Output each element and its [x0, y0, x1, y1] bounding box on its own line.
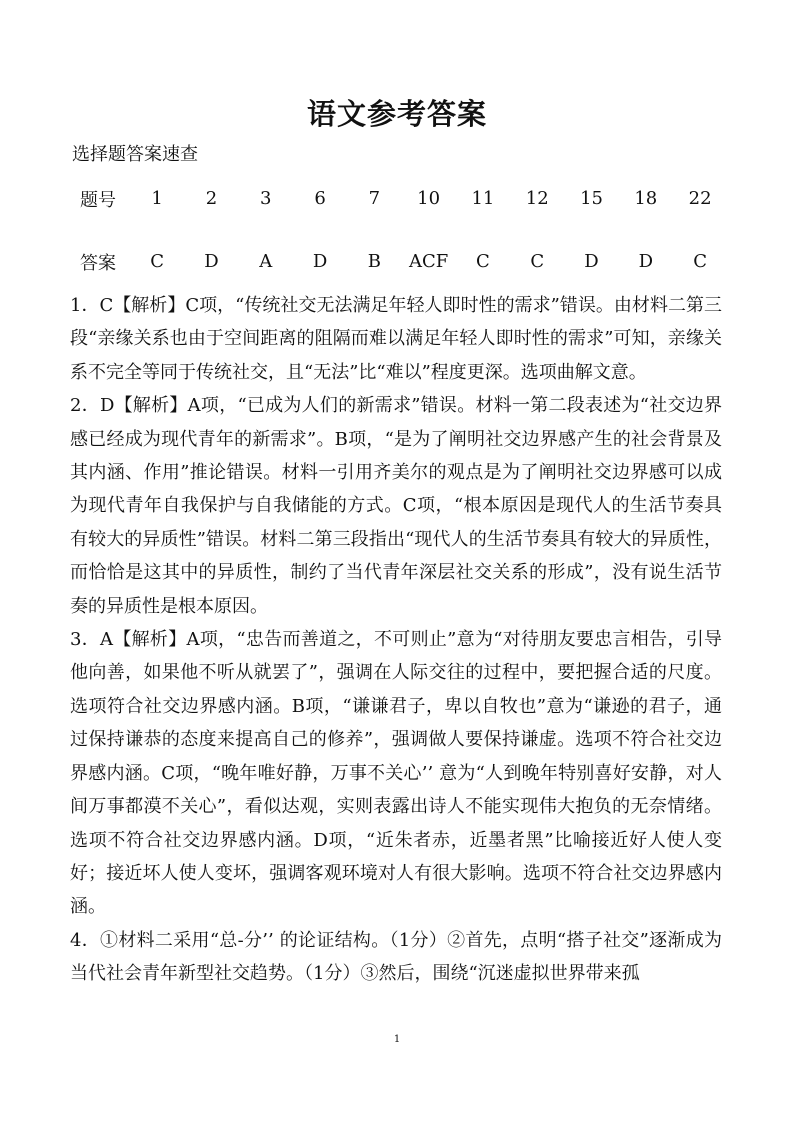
quick-check-label: 选择题答案速查	[72, 144, 198, 165]
answer-choice: D	[584, 251, 599, 272]
answer-choice: C	[150, 251, 165, 272]
answer-quick-check-table	[66, 183, 727, 277]
answer-choice: D	[312, 251, 328, 272]
answer-explanations	[70, 289, 722, 991]
explanation-q2: 2．D【解析】A项，“已成为人们的新需求”错误。材料一第二段表述为“社交边界感已经成为现代青年的新需求”。B项，“是为了阐明社交边界感产生的社会背景及其内涵、作用”推论错误。材料一引用齐美尔的观点是为了阐明社交边界感可以成为现代青年自我保护与自我储能的方式。C项，“根本原因是现代人的生活节奏具有较大的异质性”错误。材料二第三段指出“现代人的生活节奏具有较大的异质性，而恰恰是这其中的异质性，制约了当代青年深层社交关系的形成”，没有说生活节奏的异质性是根本原因。	[70, 395, 722, 617]
question-number: 2	[205, 188, 218, 209]
question-number: 11	[471, 188, 495, 209]
question-number: 3	[260, 188, 272, 209]
answer-row	[66, 246, 727, 277]
question-number: 6	[314, 188, 326, 209]
explanation-q3: 3．A【解析】A项，“忠告而善道之，不可则止”意为“对待朋友要忠言相告，引导他向善，如果他不听从就罢了”，强调在人际交往的过程中，要把握合适的尺度。选项符合社交边界感内涵。B项，“谦谦君子，卑以自牧也”意为“谦逊的君子，通过保持谦恭的态度来提高自己的修养”，强调做人要保持谦虚。选项不符合社交边界感内涵。C项，“晚年唯好静，万事不关心’’ 意为“人到晚年特别喜好安静，对人间万事都漠不关心”，看似达观，实则表露出诗人不能实现伟大抱负的无奈情绪。选项不符合社交边界感内涵。D项，“近朱者赤，近墨者黑”比喻接近好人使人变好；接近坏人使人变坏，强调客观环境对人有很大影响。选项不符合社交边界感内涵。	[70, 629, 722, 918]
answer-choice: C	[476, 251, 490, 272]
page-number: 1	[393, 1034, 401, 1045]
answer-choice: B	[367, 251, 381, 272]
question-number: 12	[525, 188, 549, 209]
explanation-q1: 1．C【解析】C项，“传统社交无法满足年轻人即时性的需求”错误。由材料二第三段“亲缘关系也由于空间距离的阻隔而难以满足年轻人即时性的需求”可知，亲缘关系不完全等同于传统社交，且“无法”比“难以”程度更深。选项曲解文意。	[70, 295, 722, 383]
answer-choice: ACF	[409, 251, 449, 272]
explanation-q4: 4．①材料二采用“总-分’’ 的论证结构。（1分）②首先，点明“搭子社交”逐渐成为当代社会青年新型社交趋势。（1分）③然后，围绕“沉迷虚拟世界带来孤	[70, 929, 722, 985]
answer-choice: C	[693, 251, 707, 272]
question-number: 10	[417, 188, 441, 209]
question-number: 18	[634, 188, 658, 209]
question-number: 15	[580, 188, 603, 209]
table-row-spacer	[66, 214, 727, 246]
question-number: 1	[151, 188, 163, 209]
answer-choice: C	[530, 251, 545, 272]
page-title: 语文参考答案	[306, 97, 487, 131]
question-number: 22	[688, 188, 712, 209]
answer-choice: D	[638, 251, 654, 272]
question-number-row	[66, 183, 727, 214]
answer-choice: A	[259, 251, 273, 272]
question-number: 7	[368, 188, 381, 209]
question-number-row-label: 题号	[80, 189, 116, 211]
answer-row-label: 答案	[80, 252, 116, 274]
answer-choice: D	[204, 251, 219, 272]
